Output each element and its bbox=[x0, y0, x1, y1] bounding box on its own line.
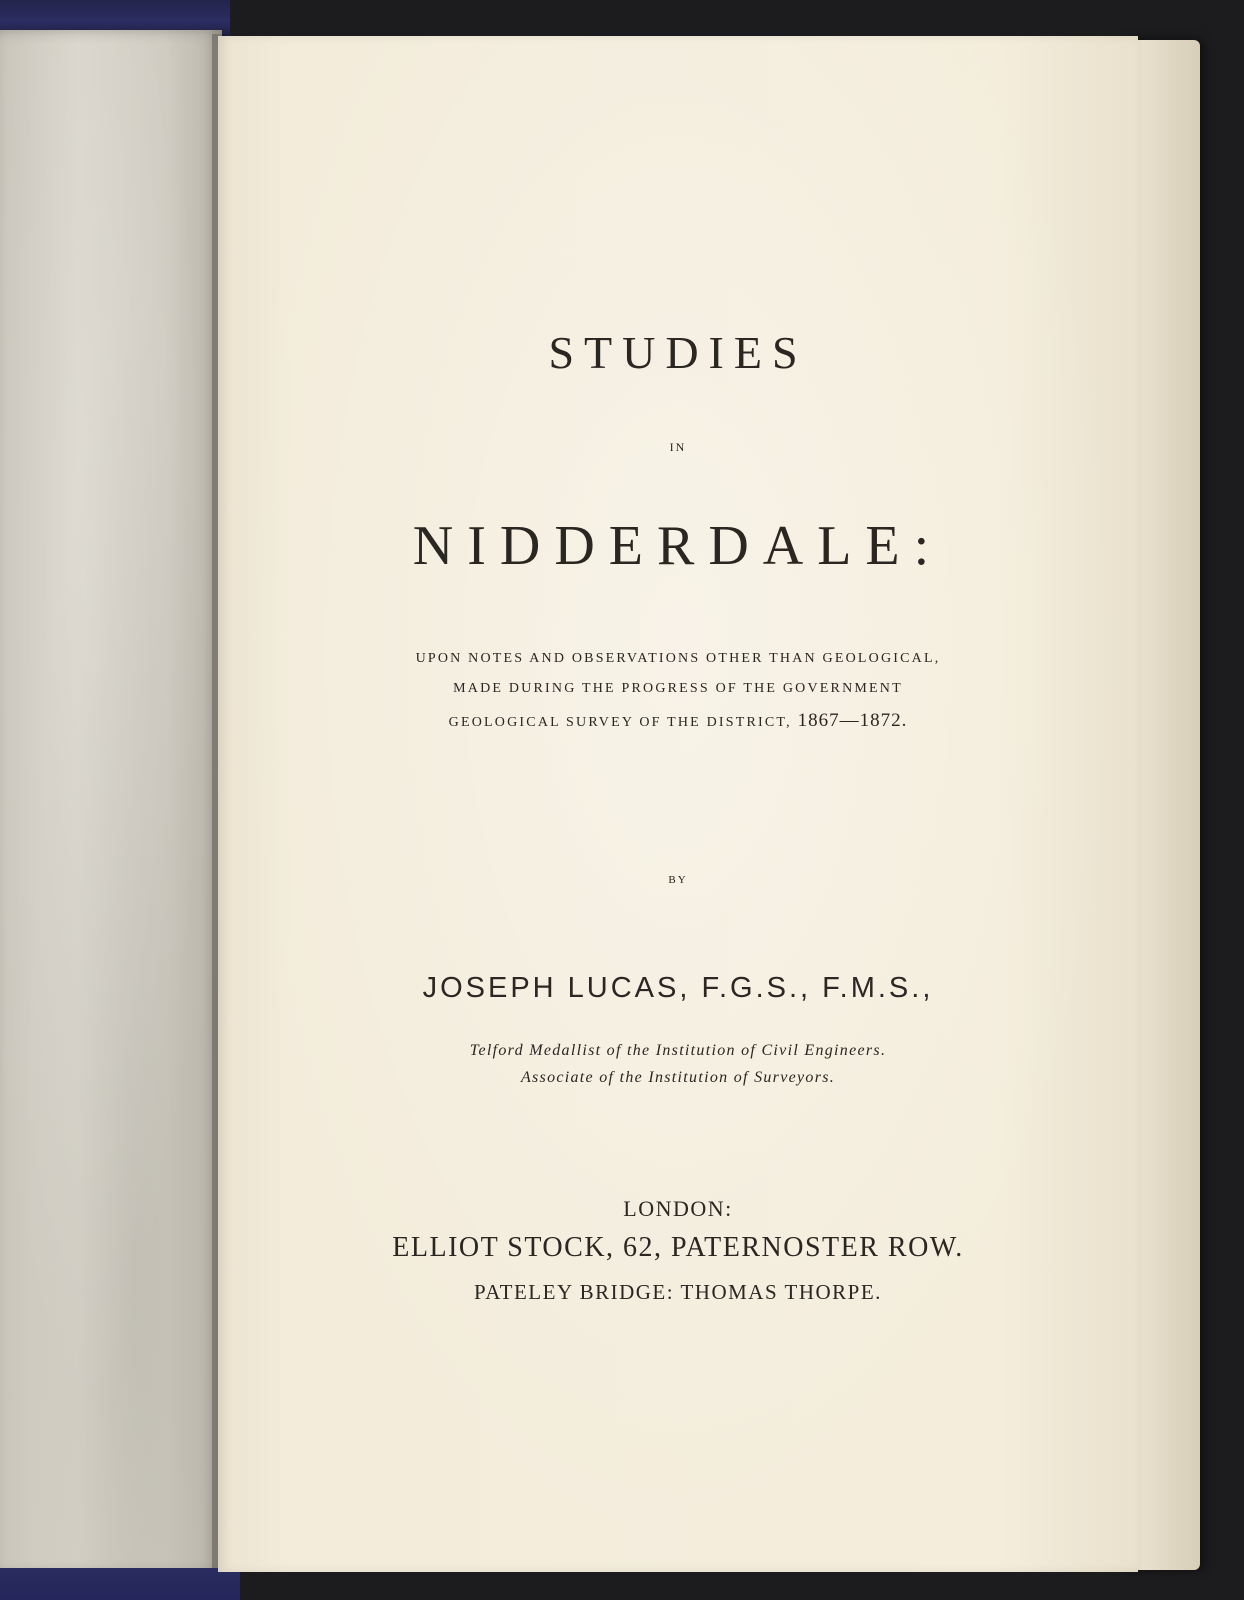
title-page bbox=[218, 36, 1138, 1572]
endpaper-left bbox=[0, 30, 222, 1575]
subtitle-line-3-text: GEOLOGICAL SURVEY OF THE DISTRICT, bbox=[448, 715, 792, 730]
author-credential-2: Associate of the Institution of Surveyors. bbox=[520, 1069, 836, 1086]
subtitle-line-1: UPON NOTES AND OBSERVATIONS OTHER THAN GEOLOGICAL, bbox=[415, 651, 941, 666]
imprint-publisher: ELLIOT STOCK, 62, PATERNOSTER ROW. bbox=[392, 1232, 964, 1263]
title-line-studies: STUDIES bbox=[548, 327, 808, 378]
imprint-local-agent: PATELEY BRIDGE: THOMAS THORPE. bbox=[474, 1280, 882, 1304]
title-line-nidderdale: NIDDERDALE: bbox=[412, 515, 944, 577]
by-word: BY bbox=[668, 874, 688, 886]
subtitle-years: 1867—1872. bbox=[797, 710, 908, 731]
author-name: JOSEPH LUCAS, F.G.S., F.M.S., bbox=[422, 972, 934, 1004]
imprint-city: LONDON: bbox=[623, 1196, 733, 1221]
cover-cloth-bottom-edge bbox=[0, 1568, 240, 1600]
subtitle-line-3 bbox=[218, 710, 1138, 732]
title-connector-in: IN bbox=[669, 440, 687, 454]
subtitle-line-2: MADE DURING THE PROGRESS OF THE GOVERNMENT bbox=[453, 681, 903, 696]
author-credential-1: Telford Medallist of the Institution of Civil Engineers. bbox=[469, 1042, 887, 1059]
